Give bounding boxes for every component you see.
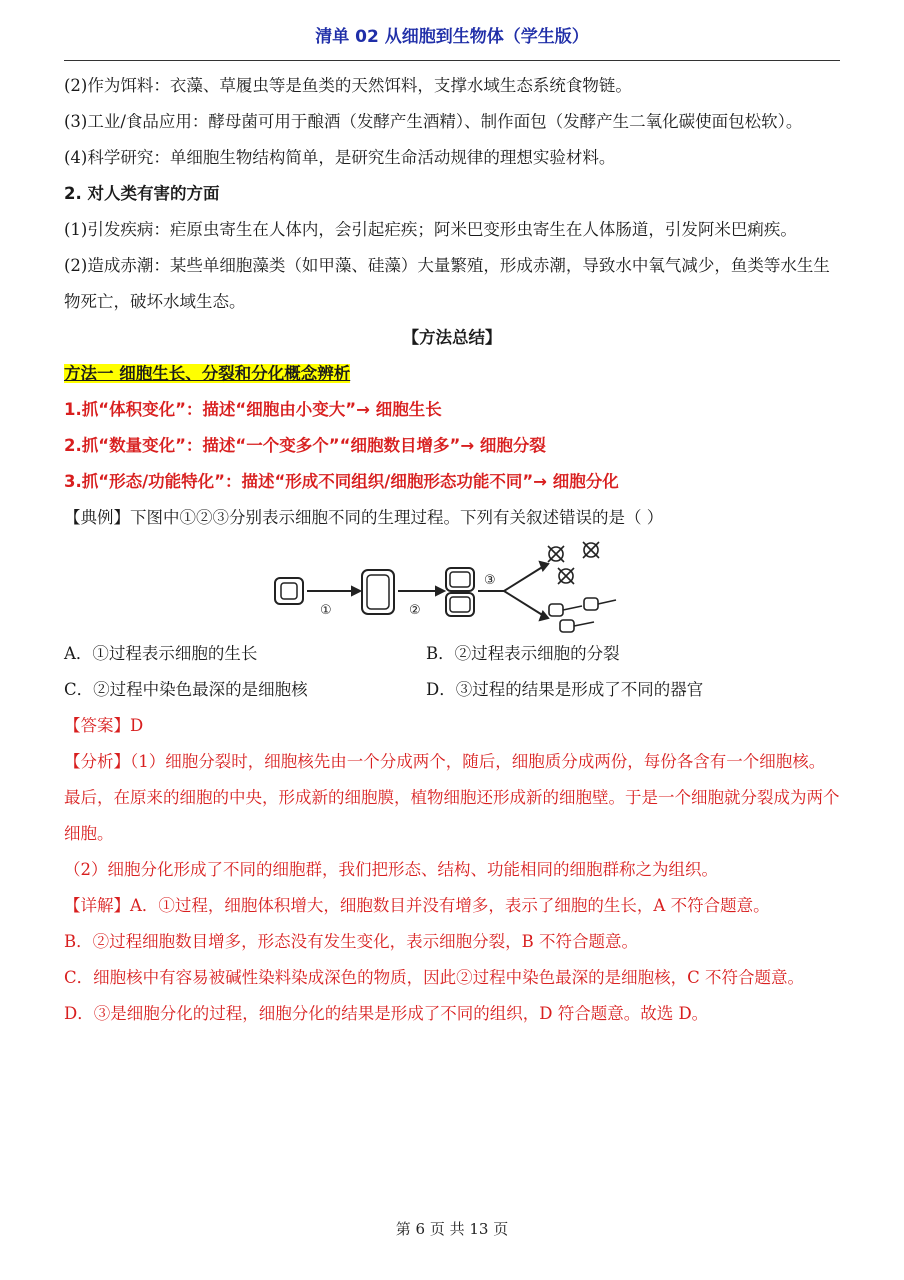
page-number: 第 6 页 共 13 页 [395, 1220, 509, 1238]
cell-process-diagram [64, 536, 840, 636]
example-question: 【典例】下图中①②③分别表示细胞不同的生理过程。下列有关叙述错误的是（ ） [64, 508, 664, 527]
answer-options [64, 636, 840, 708]
method-title: 方法一 细胞生长、分裂和分化概念辨析 [64, 364, 351, 383]
harmful-item-1: (1)引发疾病：疟原虫寄生在人体内，会引起疟疾；阿米巴变形虫寄生在人体肠道，引发阿米巴痢疾。 [64, 220, 797, 239]
detail-b: B．②过程细胞数目增多，形态没有发生变化，表示细胞分裂，B 不符合题意。 [64, 932, 638, 951]
document-body [64, 68, 840, 1032]
analysis-part-2: （2）细胞分化形成了不同的细胞群，我们把形态、结构、功能相同的细胞群称之为组织。 [64, 860, 718, 879]
option-b: B．②过程表示细胞的分裂 [426, 644, 620, 663]
page-header-title: 清单 02 从细胞到生物体（学生版） [315, 27, 589, 47]
detail-c: C．细胞核中有容易被碱性染料染成深色的物质，因此②过程中染色最深的是细胞核，C 不符合题意。 [64, 968, 804, 987]
analysis-part-1: 【分析】（1）细胞分裂时，细胞核先由一个分成两个，随后，细胞质分成两份，每份各含有一个细胞核。最后，在原来的细胞的中央，形成新的细胞膜，植物细胞还形成新的细胞壁。于是一个细胞就分裂成为两个细胞。 [64, 752, 840, 843]
beneficial-item-4: (4)科学研究：单细胞生物结构简单，是研究生命活动规律的理想实验材料。 [64, 148, 616, 167]
method-title-line [64, 356, 840, 392]
harmful-heading: 2. 对人类有害的方面 [64, 184, 220, 203]
method-section-title: 【方法总结】 [402, 328, 502, 347]
diagram-label-2: ② [409, 603, 421, 618]
method-rule-3: 3.抓“形态/功能特化”：描述“形成不同组织/细胞形态功能不同”→ 细胞分化 [64, 472, 619, 491]
option-d: D．③过程的结果是形成了不同的器官 [426, 680, 704, 699]
cell-process-svg [64, 536, 840, 636]
detail-d: D．③是细胞分化的过程，细胞分化的结果是形成了不同的组织，D 符合题意。故选 D。 [64, 1004, 709, 1023]
detail-a: 【详解】A．①过程，细胞体积增大，细胞数目并没有增多，表示了细胞的生长，A 不符合题意。 [64, 896, 770, 915]
branch-up [504, 566, 544, 591]
option-c: C．②过程中染色最深的是细胞核 [64, 680, 308, 699]
branch-down [504, 591, 544, 616]
header-divider [64, 60, 840, 61]
method-rule-1: 1.抓“体积变化”：描述“细胞由小变大”→ 细胞生长 [64, 400, 442, 419]
differentiated-cells-elongated [549, 598, 616, 632]
option-a: A．①过程表示细胞的生长 [64, 644, 258, 663]
diagram-label-3: ③ [484, 573, 496, 588]
diagram-label-1: ① [320, 603, 332, 618]
differentiated-cells-star [548, 542, 599, 584]
harmful-item-2: (2)造成赤潮：某些单细胞藻类（如甲藻、硅藻）大量繁殖，形成赤潮，导致水中氧气减少，鱼类等水生生物死亡，破坏水域生态。 [64, 256, 830, 311]
small-cell [275, 578, 303, 604]
answer-line: 【答案】D [64, 716, 144, 735]
method-rule-2: 2.抓“数量变化”：描述“一个变多个”“细胞数目增多”→ 细胞分裂 [64, 436, 546, 455]
beneficial-item-2: (2)作为饵料：衣藻、草履虫等是鱼类的天然饵料，支撑水域生态系统食物链。 [64, 76, 632, 95]
beneficial-item-3: (3)工业/食品应用：酵母菌可用于酿酒（发酵产生酒精）、制作面包（发酵产生二氧化碳使面包松软）。 [64, 112, 803, 131]
